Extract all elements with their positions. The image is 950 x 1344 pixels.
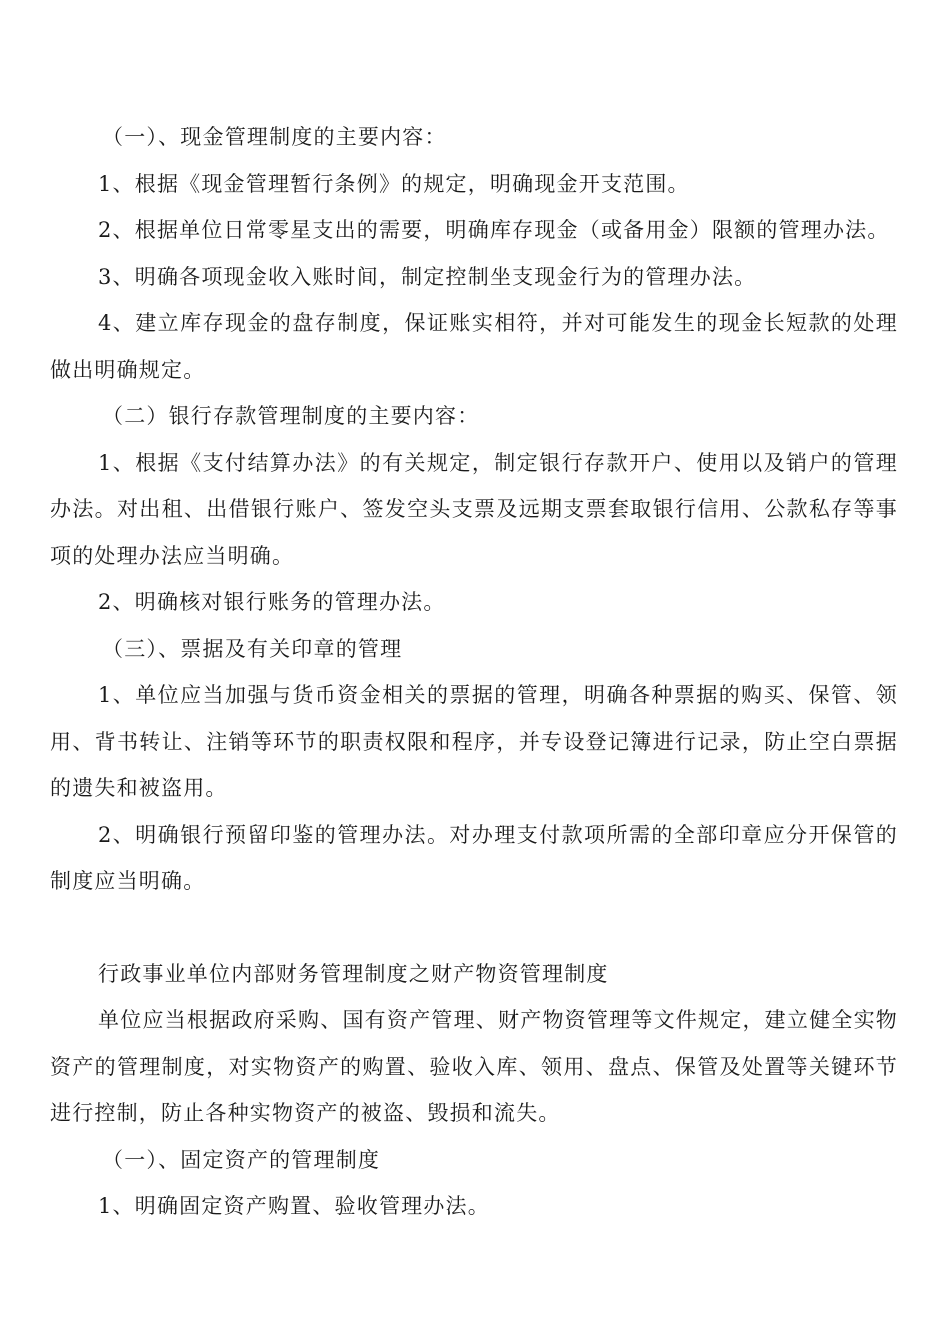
paragraph: 1、根据《现金管理暂行条例》的规定，明确现金开支范围。: [98, 171, 690, 196]
paragraph: 3、明确各项现金收入账时间，制定控制坐支现金行为的管理办法。: [98, 264, 757, 289]
paragraph: 1、明确固定资产购置、验收管理办法。: [98, 1194, 490, 1218]
paragraph: 单位应当根据政府采购、国有资产管理、财产物资管理等文件规定，建立健全实物资产的管理制度，对实物资产的购置、验收入库、领用、盘点、保管及处置等关键环节进行控制，防止各种实物资产的被盗、毁损和流失。: [50, 1008, 898, 1125]
subheading-bills-seals: （三）、票据及有关印章的管理: [102, 636, 403, 661]
paragraph: 2、明确银行预留印鉴的管理办法。对办理支付款项所需的全部印章应分开保管的制度应当明确。: [50, 822, 898, 893]
subheading-fixed-assets: （一）、固定资产的管理制度: [102, 1147, 381, 1172]
paragraph: 2、根据单位日常零星支出的需要，明确库存现金（或备用金）限额的管理办法。: [98, 218, 890, 242]
section-title: 行政事业单位内部财务管理制度之财产物资管理制度: [98, 961, 609, 986]
paragraph: 1、单位应当加强与货币资金相关的票据的管理，明确各种票据的购买、保管、领用、背书转让、注销等环节的职责权限和程序，并专设登记簿进行记录，防止空白票据的遗失和被盗用。: [50, 683, 898, 800]
paragraph: 2、明确核对银行账务的管理办法。: [98, 590, 446, 614]
paragraph: 4、建立库存现金的盘存制度，保证账实相符，并对可能发生的现金长短款的处理做出明确规定。: [50, 311, 898, 382]
subheading-cash-management: （一）、现金管理制度的主要内容：: [102, 125, 447, 149]
subheading-bank-deposit: （二）银行存款管理制度的主要内容：: [102, 404, 480, 428]
document-body: [50, 114, 898, 1230]
paragraph: 1、根据《支付结算办法》的有关规定，制定银行存款开户、使用以及销户的管理办法。对出租、出借银行账户、签发空头支票及远期支票套取银行信用、公款私存等事项的处理办法应当明确。: [50, 450, 898, 568]
